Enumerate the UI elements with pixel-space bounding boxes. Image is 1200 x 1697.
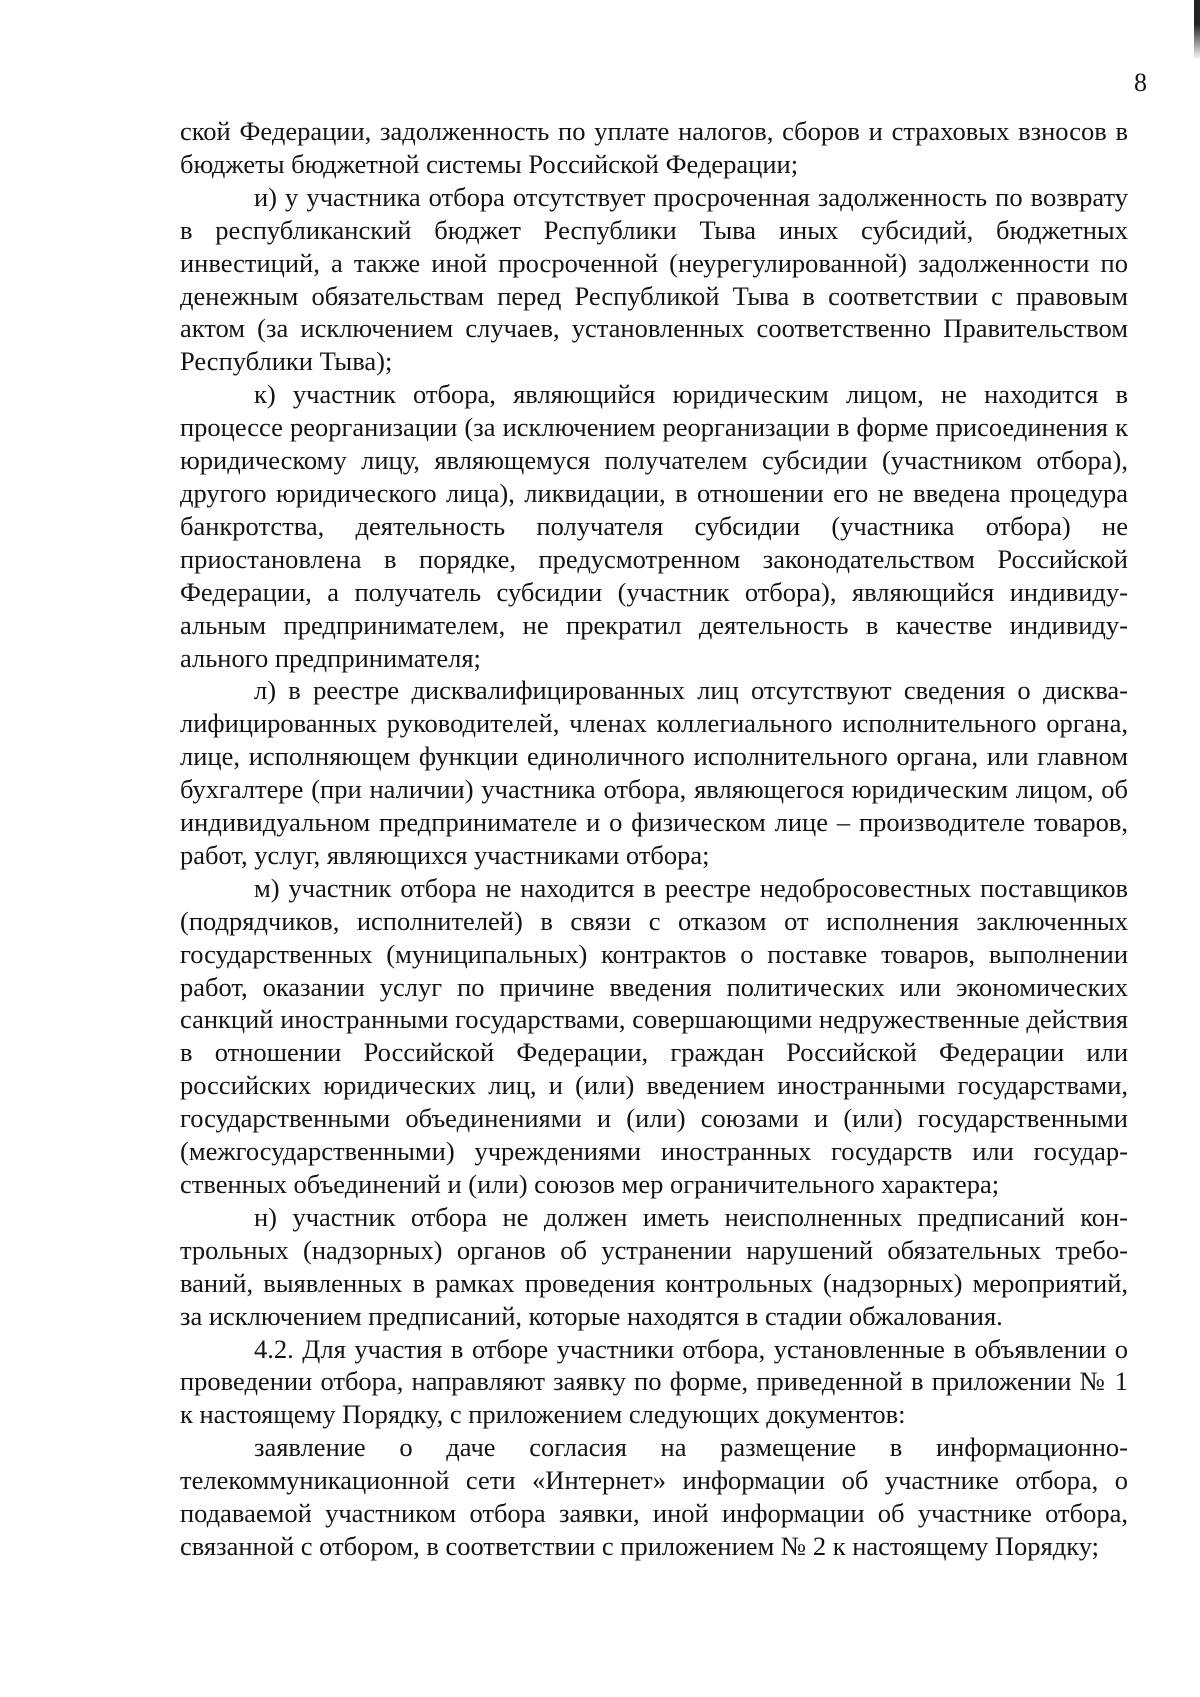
paragraph-consent-statement: заявление о даче согласия на размещение в информационно-телекоммуникационной сети «Интернет» информации об участнике отбора, о подаваемой участником отбора заявки, иной информации об участнике отбора, связанной с отбором, в соответствии с приложением № 2 к настоящему Порядку;: [180, 1432, 1128, 1561]
paragraph-section-4-2: 4.2. Для участия в отборе участники отбора, установленные в объявлении о проведении отбора, направляют заявку по форме, приведенной в приложении № 1 к настоящему Порядку, с приложением следующих документов:: [180, 1333, 1128, 1430]
paragraph-continuation: ской Федерации, задолженность по уплате налогов, сборов и страховых взносов в бюджеты бюджетной системы Российской Федерации;: [180, 116, 1128, 179]
document-body: [180, 115, 1128, 1563]
page-number: 8: [1134, 68, 1147, 97]
paragraph-item-n: н) участник отбора не должен иметь неисполненных предписаний контрольных (надзорных) органов об устранении нарушений обязательных требований, выявленных в рамках проведения контрольных (надзорных) мероприятий, за исключением предписаний, которые находятся в стадии обжалования.: [180, 1201, 1128, 1331]
paragraph-item-l: л) в реестре дисквалифицированных лиц отсутствуют сведения о дисквалифицированных руководителей, членах коллегиального исполнительного органа, лице, исполняющем функции единоличного исполнительного органа, или главном бухгалтере (при наличии) участника отбора, являющегося юридическим лицом, об индивидуальном предпринимателе и о физическом лице – производителе товаров, работ, услуг, являющихся участниками отбора;: [180, 675, 1128, 870]
paragraph-item-k: к) участник отбора, являющийся юридическим лицом, не находится в процессе реорганизации (за исключением реорганизации в форме присоединения к юридическому лицу, являющемуся получателем субсидии (участником отбора), другого юридического лица), ликвидации, в отношении его не введена процедура банкротства, деятельность получателя субсидии (участника отбора) не приостановлена в порядке, предусмотренном законодательством Российской Федерации, а получатель субсидии (участник отбора), являющийся индивидуальным предпринимателем, не прекратил деятельность в качестве индивидуального предпринимателя;: [180, 379, 1128, 673]
paragraph-item-i: и) у участника отбора отсутствует просроченная задолженность по возврату в республиканский бюджет Республики Тыва иных субсидий, бюджетных инвестиций, а также иной просроченной (неурегулированной) задолженности по денежным обязательствам перед Республикой Тыва в соответствии с правовым актом (за исключением случаев, установленных соответственно Правительством Республики Тыва);: [180, 181, 1128, 377]
scan-edge-shadow: [1194, 0, 1200, 60]
paragraph-item-m: м) участник отбора не находится в реестре недобросовестных поставщиков (подрядчиков, исполнителей) в связи с отказом от исполнения заключенных государственных (муниципальных) контрактов о поставке товаров, выполнении работ, оказании услуг по причине введения политических или экономических санкций иностранными государствами, совершающими недружественные действия в отношении Российской Федерации, граждан Российской Федерации или российских юридических лиц, и (или) введением иностранными государствами, государственными объединениями и (или) союзами и (или) государственными (межгосударственными) учреждениями иностранных государств или государственных объединений и (или) союзов мер ограничительного характера;: [180, 872, 1128, 1199]
